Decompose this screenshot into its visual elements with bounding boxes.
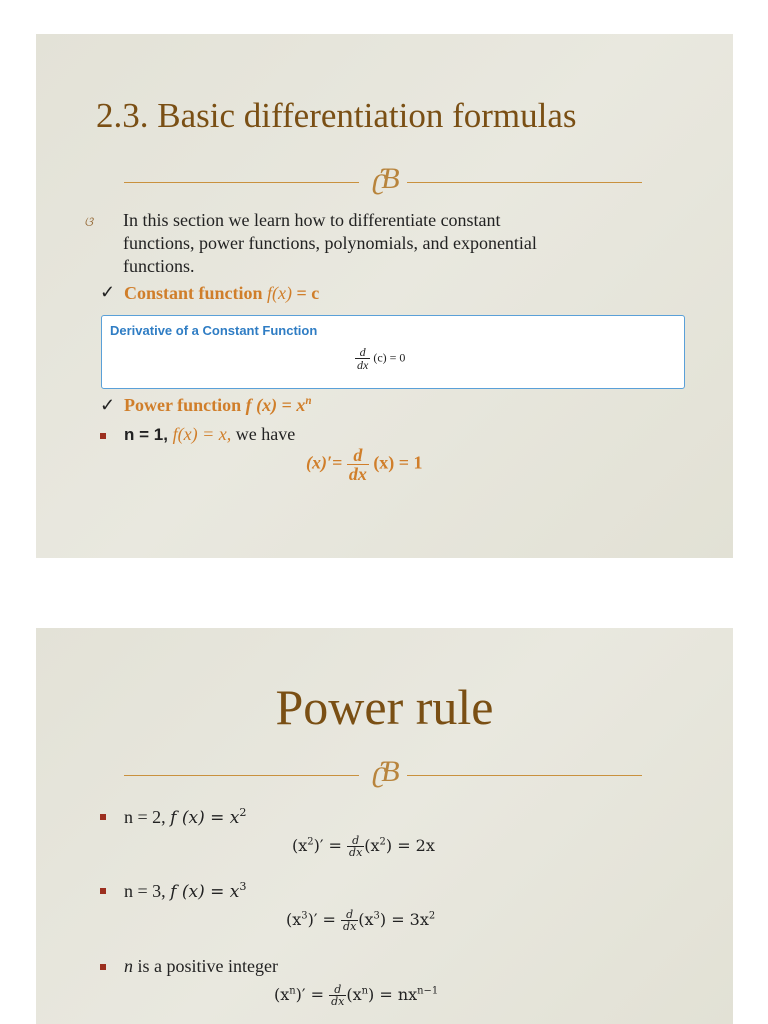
ornament-icon: ʗƁ [372, 162, 394, 195]
n2-derivative-formula: $(x^2)'$ = $\frac{d}{dx}$ $(x^2) = 2x$ [292, 834, 435, 859]
check-icon: ✓ [100, 282, 116, 302]
n2-item: n = 2, f $(x) = x^2$ [124, 806, 247, 828]
power-function-item: Power function f $(x) = x^n$ [124, 395, 312, 415]
ornament-icon: ʗƁ [372, 755, 394, 788]
n1-derivative-formula: (x)′= $\frac{d}{dx}$ (x) = 1 [306, 445, 423, 484]
intro-paragraph: In this section we learn how to differentiate constant functions, power functions, polynomials, and exponential functions. [123, 210, 537, 276]
n3-derivative-formula: $(x^3)'$ = $\frac{d}{dx}$ $(x^3) = 3x^2$ [286, 908, 436, 933]
square-bullet-icon [100, 433, 106, 439]
square-bullet-icon [100, 814, 106, 820]
n-positive-item: n is a positive integer [124, 956, 278, 976]
title-ornament [124, 755, 642, 791]
n1-item: n = 1, f(x) = x, we have [124, 424, 296, 444]
box-heading: Derivative of a Constant Function [110, 323, 318, 338]
slide-title: Power rule [275, 679, 494, 735]
constant-derivative-formula: $\frac{d}{dx}$ (c) = 0 [357, 345, 406, 372]
n3-item: n = 3, f $(x) = x^3$ [124, 880, 247, 902]
slide-title: 2.3. Basic differentiation formulas [96, 96, 577, 135]
slide-power-rule [36, 628, 733, 1024]
square-bullet-icon [100, 964, 106, 970]
square-bullet-icon [100, 888, 106, 894]
slide-basic-differentiation [36, 34, 733, 558]
general-power-rule-formula: $(x^n)'$ = $\frac{d}{dx}$ $(x^n) = nx^{n-1}$ [274, 983, 439, 1008]
constant-derivative-box [101, 315, 685, 389]
check-icon: ✓ [100, 395, 116, 415]
constant-function-item: Constant function f(x) = c [124, 283, 320, 303]
curl-bullet-icon: ଓ [84, 214, 91, 229]
title-ornament [124, 162, 642, 198]
